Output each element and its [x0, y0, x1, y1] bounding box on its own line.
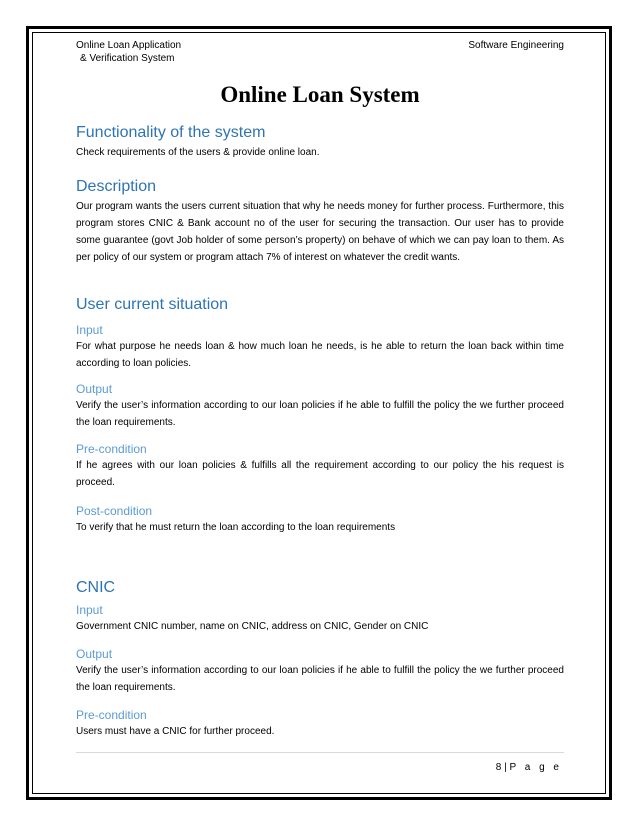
- user-input-text: For what purpose he needs loan & how much loan he needs, is he able to return the loan back within time according to loan policies.: [76, 341, 564, 369]
- user-output-label: Output: [76, 382, 113, 396]
- document-page: [76, 36, 564, 796]
- page-word: P a g e: [509, 762, 562, 773]
- footer-rule: [76, 752, 564, 753]
- user-precondition-label: Pre-condition: [76, 442, 147, 456]
- header-left-line2: & Verification System: [80, 53, 175, 64]
- cnic-precondition-label: Pre-condition: [76, 708, 147, 722]
- user-output-text: Verify the user’s information according to our loan policies if he able to fulfill the policy the we further proceed the loan requirements.: [76, 400, 564, 428]
- header-left-line1: Online Loan Application: [76, 40, 182, 51]
- heading-user-situation: User current situation: [76, 296, 229, 313]
- heading-cnic: CNIC: [76, 579, 116, 596]
- functionality-text: Check requirements of the users & provide online loan.: [76, 147, 320, 158]
- user-postcondition-text: To verify that he must return the loan according to the loan requirements: [76, 522, 396, 533]
- footer-separator: |: [504, 762, 507, 773]
- cnic-input-text: Government CNIC number, name on CNIC, address on CNIC, Gender on CNIC: [76, 621, 429, 632]
- cnic-input-label: Input: [76, 603, 103, 617]
- cnic-output-label: Output: [76, 647, 113, 661]
- description-text: Our program wants the users current situation that why he needs money for further process. Furthermore, this program stores CNIC & Bank account no of the user for securing the transaction. Our user has to provide some guarantee (govt Job holder of some person’s property) on behave of which we can pay loan to them. As per policy of our system or program attach 7% of interest on whatever the credit wants.: [76, 201, 564, 263]
- user-postcondition-label: Post-condition: [76, 504, 153, 518]
- page-number: 8: [495, 762, 502, 773]
- header-right: Software Engineering: [468, 40, 564, 51]
- cnic-output-text: Verify the user’s information according to our loan policies if he able to fulfill the policy the we further proceed the loan requirements.: [76, 665, 564, 693]
- heading-description: Description: [76, 178, 157, 195]
- heading-functionality: Functionality of the system: [76, 124, 266, 141]
- user-input-label: Input: [76, 323, 103, 337]
- page-footer: [496, 762, 562, 774]
- user-precondition-text: If he agrees with our loan policies & fulfills all the requirement according to our policy the his request is proceed.: [76, 460, 564, 488]
- page-title: Online Loan System: [220, 82, 420, 107]
- cnic-precondition-text: Users must have a CNIC for further proceed.: [76, 726, 275, 737]
